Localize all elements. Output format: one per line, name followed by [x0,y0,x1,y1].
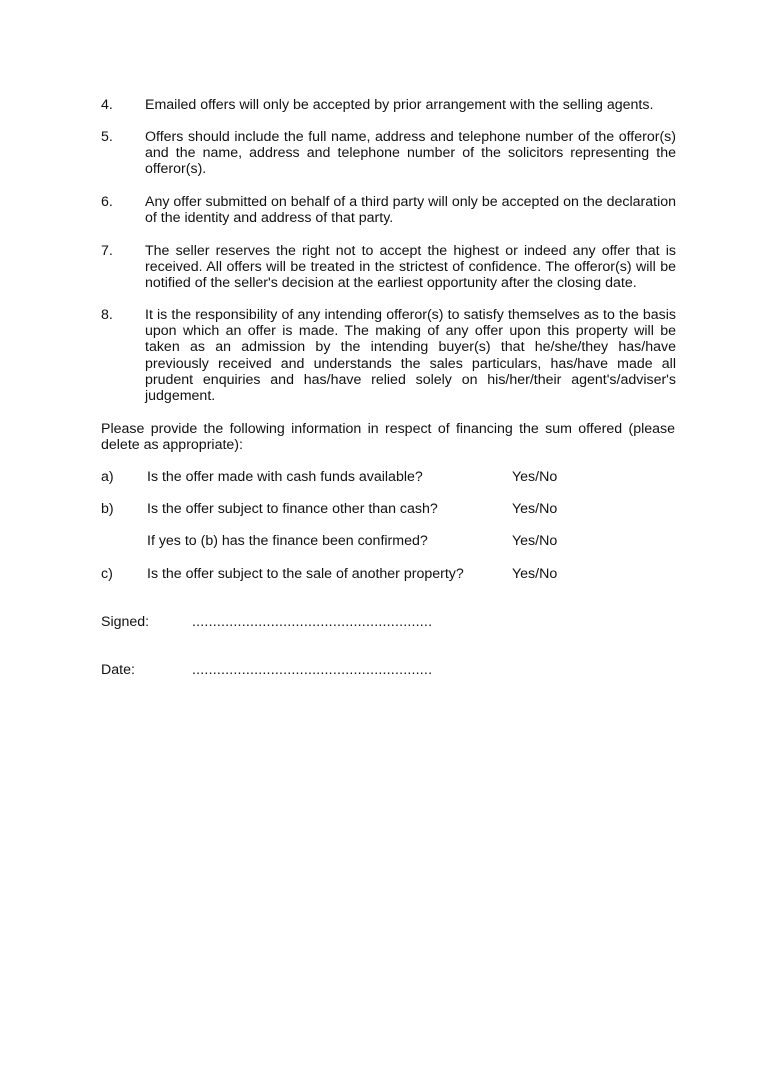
finance-question-a [101,469,621,487]
term-text: Emailed offers will only be accepted by prior arrangement with the selling agents. [145,97,654,113]
finance-intro: Please provide the following information in respect of financing the sum offered (please delete as appropriate): [101,421,675,454]
question-label: a) [101,469,114,485]
question-text: Is the offer subject to the sale of another property? [147,566,464,582]
term-item-6 [101,194,676,226]
date-row [101,662,501,680]
finance-question-b [101,501,621,519]
term-item-8 [101,307,676,404]
question-label: c) [101,566,113,582]
term-text: Offers should include the full name, address and telephone number of the offeror(s) and the name, address and telephone number of the solicitors representing the offeror(s). [145,129,676,178]
finance-question-c [101,566,621,584]
term-text: Any offer submitted on behalf of a third party will only be accepted on the declaration of the identity and address of that party. [145,194,676,227]
date-label: Date: [101,662,135,678]
term-item-5 [101,129,676,178]
term-number: 4. [101,97,113,113]
yes-no-answer[interactable]: Yes/No [512,566,558,582]
yes-no-answer[interactable]: Yes/No [512,501,558,517]
yes-no-answer[interactable]: Yes/No [512,533,558,549]
question-text: Is the offer made with cash funds available? [147,469,423,485]
term-number: 7. [101,243,113,259]
term-item-7 [101,243,676,292]
signed-label: Signed: [101,614,150,630]
date-field[interactable]: .......................................................... [192,662,433,678]
question-text: Is the offer subject to finance other than cash? [147,501,438,517]
term-item-4 [101,97,676,113]
question-label: b) [101,501,114,517]
term-text: It is the responsibility of any intending offeror(s) to satisfy themselves as to the basis upon which an offer is made. The making of any offer upon this property will be taken as an admission by the intending buyer(s) that he/she/they has/have previously received and understands the sales particulars, has/have made all prudent enquiries and has/have relied solely on his/her/their agent's/adviser's judgement. [145,307,676,405]
yes-no-answer[interactable]: Yes/No [512,469,558,485]
signed-row [101,614,501,632]
question-text: If yes to (b) has the finance been confirmed? [147,533,428,549]
signature-field[interactable]: .......................................................... [192,614,433,630]
finance-question-b-followup [101,533,621,551]
term-number: 6. [101,194,113,210]
term-text: The seller reserves the right not to accept the highest or indeed any offer that is received. All offers will be treated in the strictest of confidence. The offeror(s) will be notified of the seller's decision at the earliest opportunity after the closing date. [145,243,676,292]
term-number: 8. [101,307,113,323]
term-number: 5. [101,129,113,145]
